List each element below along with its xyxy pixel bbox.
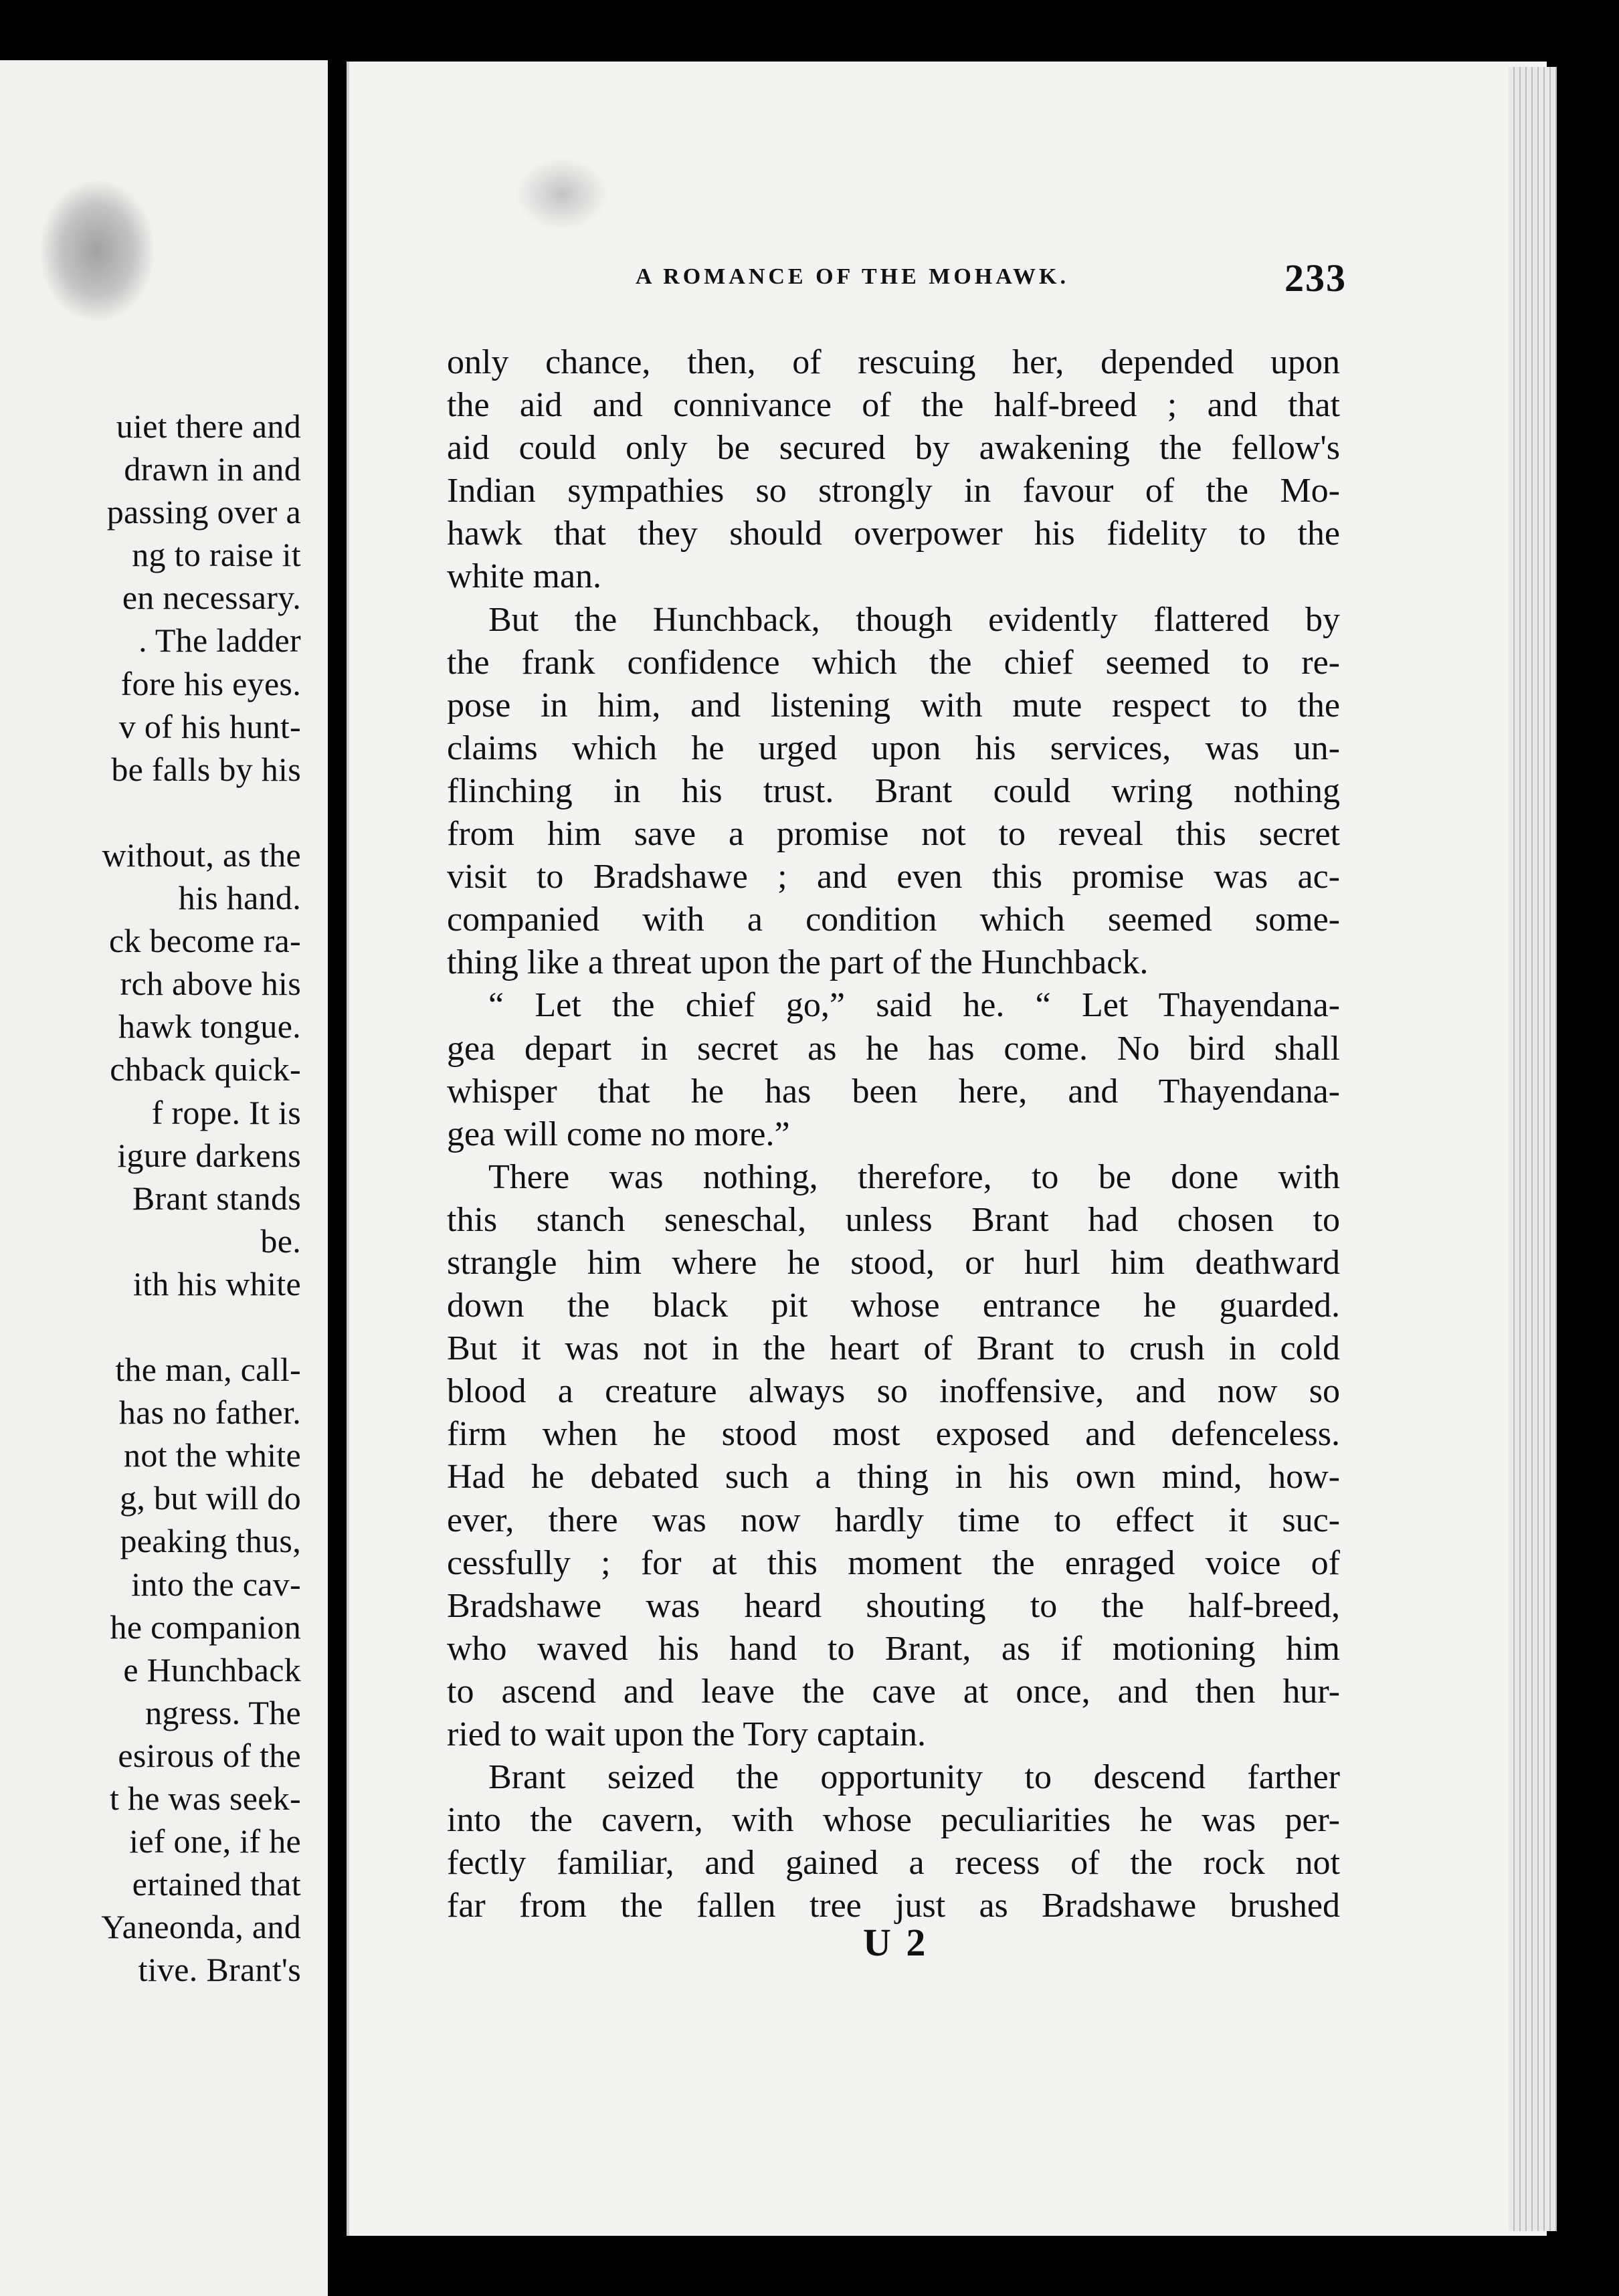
text-line: companied with a condition which seemed some- [447, 900, 1340, 939]
text-line: fectly familiar, and gained a recess of the rock not [447, 1844, 1340, 1883]
left-page-line: drawn in and [124, 450, 301, 488]
text-line: ever, there was now hardly time to effect it suc- [447, 1501, 1340, 1539]
text-line: gea will come no more.” [447, 1115, 790, 1153]
text-line: from him save a promise not to reveal this secret [447, 815, 1340, 854]
left-page-line: . The ladder [138, 621, 301, 660]
text-line: who waved his hand to Brant, as if motioning him [447, 1629, 1340, 1668]
left-page-line: e Hunchback [123, 1650, 301, 1689]
text-line: into the cavern, with whose peculiarities he was per- [447, 1801, 1340, 1840]
left-page-line: his hand. [178, 879, 301, 917]
left-page-line: esirous of the [118, 1736, 301, 1774]
left-page-text [101, 405, 301, 1991]
left-page-line: ngress. The [145, 1693, 301, 1731]
left-page-line: ertained that [132, 1865, 301, 1903]
left-page-line: rch above his [120, 965, 301, 1003]
left-page-line: be falls by his [111, 750, 301, 788]
text-line: the frank confidence which the chief seemed to re- [447, 643, 1340, 682]
page-number: 233 [1284, 256, 1347, 300]
text-line: the aid and connivance of the half-breed ; and that [447, 386, 1340, 425]
left-page-line: not the white [124, 1436, 301, 1474]
left-page-line: uiet there and [116, 407, 301, 445]
text-line: pose in him, and listening with mute respect to the [447, 686, 1340, 725]
body-text [447, 341, 1340, 1927]
left-page [0, 60, 328, 2296]
text-line: only chance, then, of rescuing her, depended upon [447, 343, 1340, 381]
left-page-line: fore his eyes. [120, 664, 301, 702]
left-page-line: chback quick- [110, 1050, 301, 1088]
text-line: far from the fallen tree just as Bradshawe brushed [447, 1887, 1340, 1925]
left-page-line: into the cav- [131, 1565, 301, 1603]
left-page-line: be. [260, 1222, 301, 1260]
left-page-line: peaking thus, [120, 1522, 301, 1560]
left-page-line [101, 1305, 301, 1348]
ink-smudge [40, 181, 154, 321]
text-line: flinching in his trust. Brant could wring nothing [447, 771, 1340, 810]
text-line: Indian sympathies so strongly in favour of the Mo- [447, 472, 1340, 510]
text-line: blood a creature always so inoffensive, and now so [447, 1372, 1340, 1411]
left-page-line: Brant stands [132, 1179, 301, 1217]
left-page-line: g, but will do [120, 1479, 301, 1517]
left-page-line: ith his white [132, 1264, 301, 1303]
text-line: cessfully ; for at this moment the enraged voice of [447, 1543, 1340, 1582]
text-line: thing like a threat upon the part of the Hunchback. [447, 943, 1149, 982]
text-line: firm when he stood most exposed and defenceless. [447, 1415, 1340, 1454]
text-line: this stanch seneschal, unless Brant had chosen to [447, 1200, 1340, 1239]
left-page-line: en necessary. [122, 579, 301, 617]
running-header: A ROMANCE OF THE MOHAWK. [636, 264, 1069, 289]
left-page-line: f rope. It is [151, 1093, 301, 1131]
left-page-line: without, as the [102, 836, 301, 874]
left-page-line: he companion [110, 1608, 301, 1646]
text-line: There was nothing, therefore, to be done with [488, 1157, 1340, 1196]
text-line: Bradshawe was heard shouting to the half-breed, [447, 1586, 1340, 1625]
text-line: But the Hunchback, though evidently flattered by [488, 600, 1340, 639]
text-line: aid could only be secured by awakening the fellow's [447, 429, 1340, 468]
text-line: whisper that he has been here, and Thayendana- [447, 1072, 1340, 1111]
left-page-line: hawk tongue. [118, 1008, 301, 1046]
text-line: Brant seized the opportunity to descend farther [488, 1758, 1340, 1797]
left-page-line: tive. Brant's [138, 1951, 301, 1989]
page-edges [1509, 67, 1557, 2231]
left-page-line [101, 791, 301, 834]
text-line: down the black pit whose entrance he guarded. [447, 1286, 1340, 1325]
text-line: visit to Bradshawe ; and even this promise was ac- [447, 858, 1340, 896]
left-page-line: passing over a [106, 493, 301, 531]
text-line: But it was not in the heart of Brant to crush in cold [447, 1329, 1340, 1368]
text-line: Had he debated such a thing in his own mind, how- [447, 1458, 1340, 1497]
text-line: to ascend and leave the cave at once, and then hur- [447, 1672, 1340, 1711]
left-page-line: t he was seek- [109, 1780, 301, 1817]
signature-mark: U 2 [863, 1921, 929, 1964]
left-page-line: ief one, if he [129, 1822, 301, 1860]
text-line: “ Let the chief go,” said he. “ Let Thayendana- [488, 986, 1340, 1025]
text-line: white man. [447, 557, 602, 596]
page-stain [515, 157, 609, 231]
text-line: gea depart in secret as he has come. No bird shall [447, 1029, 1340, 1068]
text-line: strangle him where he stood, or hurl him deathward [447, 1243, 1340, 1282]
left-page-line: ck become ra- [108, 922, 301, 960]
text-line: hawk that they should overpower his fidelity to the [447, 514, 1340, 553]
left-page-line: the man, call- [115, 1351, 301, 1389]
text-line: ried to wait upon the Tory captain. [447, 1715, 926, 1753]
left-page-line: has no father. [118, 1394, 301, 1432]
text-line: claims which he urged upon his services, was un- [447, 729, 1340, 767]
left-page-line: Yaneonda, and [101, 1908, 301, 1946]
left-page-line: v of his hunt- [118, 707, 301, 745]
left-page-line: igure darkens [117, 1136, 301, 1174]
left-page-line: ng to raise it [132, 536, 301, 574]
